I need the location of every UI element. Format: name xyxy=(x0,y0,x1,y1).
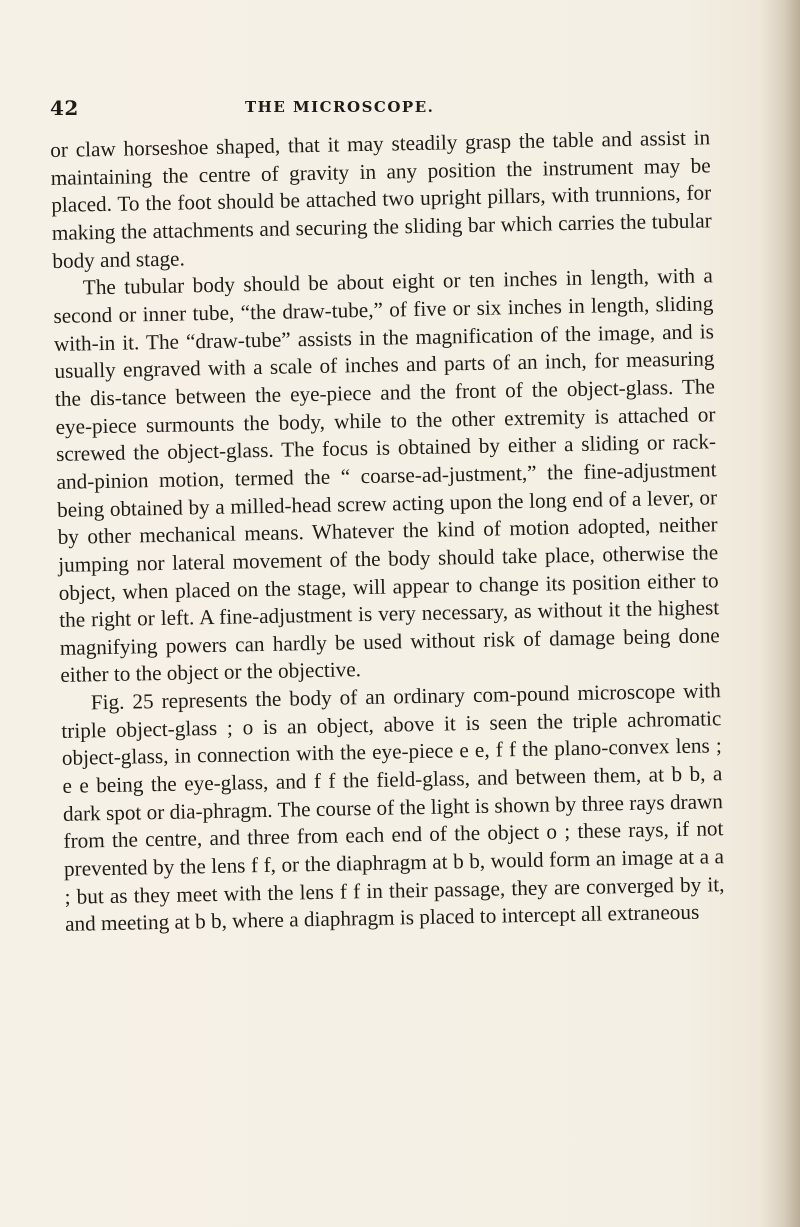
paragraph-2: The tubular body should be about eight or ten inches in length, with a second or inner tube, “the draw-tube,” of five or six inches in length, sliding with-in it. The “draw-tube” assists in the magnification of the image, and is usually engraved with a scale of inches and parts of an inch, for measuring the dis-tance between the eye-piece and the front of the object-glass. The eye-piece surmounts the body, while to the other extremity is attached or screwed the object-glass. The focus is obtained by either a sliding or rack-and-pinion motion, termed the “ coarse-ad-justment,” the fine-adjustment being obtained by a milled-head screw acting upon the long end of a lever, or by other mechanical means. Whatever the kind of motion adopted, neither jumping nor lateral movement of the body should take place, otherwise the object, when placed on the stage, will appear to change its position either to the right or left. A fine-adjustment is very necessary, as without it the highest magnifying powers can hardly be used without risk of damage being done either to the object or the objective. xyxy=(53,263,720,688)
running-head xyxy=(50,96,700,126)
spine-shadow xyxy=(760,0,800,1227)
body-text xyxy=(50,124,725,939)
paragraph-1: or claw horseshoe shaped, that it may steadily grasp the table and assist in maintaining the centre of gravity in any position the instrument may be placed. To the foot should be attached two upright pillars, with trunnions, for making the attachments and securing the sliding bar which carries the tubular body and stage. xyxy=(50,125,712,273)
paragraph-3: Fig. 25 represents the body of an ordinary com-pound microscope with triple object-glass ; o is an object, above it is seen the triple achromatic object-glass, in connection with the eye-piece e e, f f the plano-convex lens ; e e being the eye-glass, and f f the field-glass, and between them, at b b, a dark spot or dia-phragm. The course of the light is shown by three rays drawn from the centre, and three from each end of the object o ; these rays, if not prevented by the lens f f, or the diaphragm at b b, would form an image at a a ; but as they meet with the lens f f in their passage, they are converged by it, and meeting at b b, where a diaphragm is placed to intercept all extraneous xyxy=(61,678,725,937)
page-number: 42 xyxy=(50,96,79,120)
running-title: THE MICROSCOPE. xyxy=(245,98,435,116)
